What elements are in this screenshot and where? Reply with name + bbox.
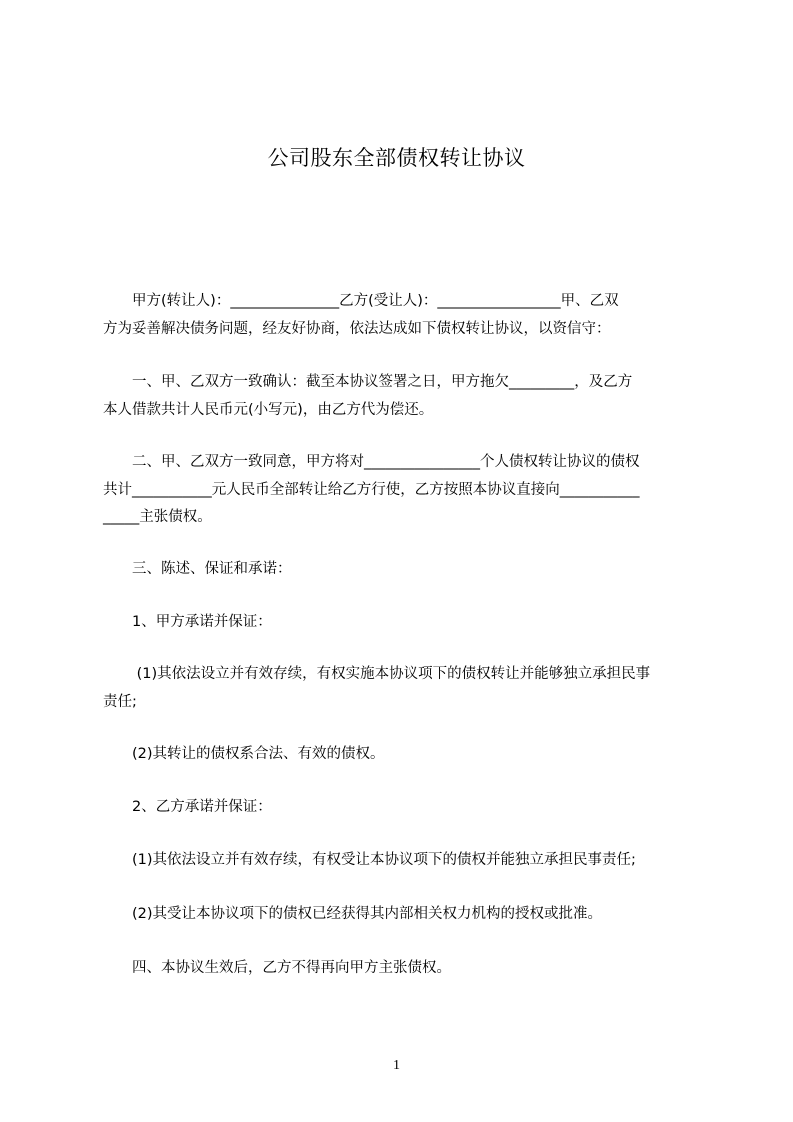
clause-4: 四、本协议生效后，乙方不得再向甲方主张债权。 <box>103 960 451 976</box>
clause-3-1-item-1-line-1: (1)其依法设立并有效存续，有权实施本协议项下的债权转让并能够独立承担民事 <box>103 666 651 682</box>
clause-3-2-heading: 2、乙方承诺并保证： <box>103 799 272 815</box>
paragraph-parties-line-1: 甲方(转让人)：_______________乙方(受让人)：_________________甲、乙双 <box>103 293 619 309</box>
clause-3-1-item-2: (2)其转让的债权系合法、有效的债权。 <box>103 746 385 762</box>
clause-3-1-item-1-line-2: 责任; <box>103 694 137 710</box>
clause-2-line-1: 二、甲、乙双方一致同意，甲方将对________________个人债权转让协议的债权 <box>103 454 640 470</box>
clause-2-line-3: _____主张债权。 <box>103 509 212 525</box>
clause-3-1-heading: 1、甲方承诺并保证： <box>103 614 272 630</box>
page-number: 1 <box>393 1058 400 1073</box>
clause-2-line-2: 共计___________元人民币全部转让给乙方行使，乙方按照本协议直接向___________ <box>103 482 640 498</box>
clause-1-line-2: 本人借款共计人民币元(小写元)，由乙方代为偿还。 <box>103 402 434 418</box>
clause-3-2-item-1: (1)其依法设立并有效存续，有权受让本协议项下的债权并能独立承担民事责任; <box>103 852 636 868</box>
document-title: 公司股东全部债权转让协议 <box>267 146 526 170</box>
clause-3-heading: 三、陈述、保证和承诺： <box>103 561 292 577</box>
clause-1-line-1: 一、甲、乙双方一致确认：截至本协议签署之日，甲方拖欠_________，及乙方 <box>103 374 633 390</box>
clause-3-2-item-2: (2)其受让本协议项下的债权已经获得其内部相关权力机构的授权或批准。 <box>103 906 603 922</box>
paragraph-parties-line-2: 方为妥善解决债务问题，经友好协商，依法达成如下债权转让协议，以资信守： <box>103 321 611 337</box>
